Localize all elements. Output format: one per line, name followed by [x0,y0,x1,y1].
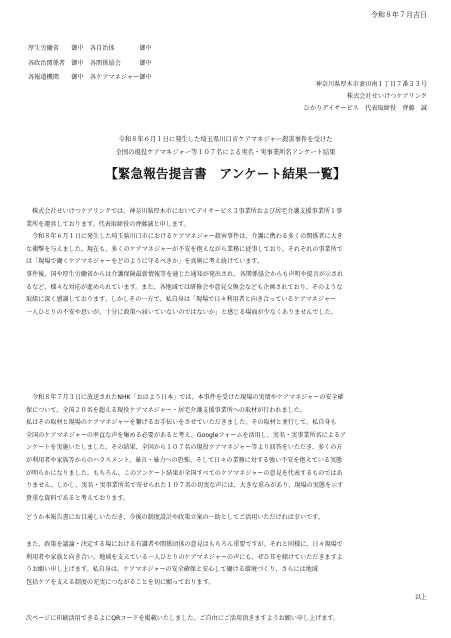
body-line: 全国のケアマネジャーの率直な声を集める必要があると考え、Googleフォームを活用し、実名・実事業所名によるア [26,431,347,439]
body-line: るなど、様々な対応が進められています。また、各地域では研修会や意見交換会なども企画されており、そのような [26,283,343,291]
body-line: 株式会社せいけつケアリンクでは、神奈川県厚木市においてデイサービス３事業所および居宅介護支援事業所１事 [26,208,343,215]
body-line: が利用者や家族等からのハラスメント、暴言・暴力への恐怖、そして日々の業務に対する強い不安を抱えている実態 [26,456,343,464]
sender-company: 株式会社せいけつケアリンク [346,93,427,100]
body-line: 保について、全国２０名を超える現役ケアマネジャー・居宅介護支援事業所への取材が行われました。 [26,406,306,414]
body-line: 業所を運営しております。代表取締役の齊藤誠と申します。 [26,220,190,228]
paragraph-introduction [26,206,426,319]
body-line: また、政策を議論・決定する場における有識者や関係団体の意見はもちろん重要ですが、それと同様に、日々現場で [26,541,343,548]
recipient-line: 各報道機関 御中 各ケアマネジャー御中 [28,74,152,81]
sender-block [304,79,427,115]
subtitle-line: 令和８年６月１日に発生した埼玉県川口市ケアマネジャー殺害事件を受けた [118,136,333,143]
recipient-line: 各政治関係者 御中 各関係協会 御中 [28,59,152,67]
body-line: ンケートを実施いたしました。その結果、全国から１０７名の現役ケアマネジャー等より回答をいただき、多くの方 [26,444,343,452]
body-line: は「現場で働くケアマネジャーをどのように守るべきか」を真剣に考え続けています。 [26,258,264,266]
body-line: 私はその取材と現場のケアマネジャーを繋げるお手伝いをさせていただきました。その取材と並行して、私自身も [26,419,337,427]
sender-representative: ひかりデイサービス 代表取締役 齊藤 誠 [303,105,427,112]
paragraph-request [26,512,426,525]
body-line: 利用者や家族と向き合い、地域を支えている一人ひとりのケアマネジャーの声にも、ぜひ耳を傾けていただきますよ [26,553,343,561]
recipient-line: 厚生労働省 御中 各自治体 御中 [28,45,152,52]
closing-mark: 以上 [414,594,427,601]
body-line: 貴重な資料であると考えております。 [26,494,130,502]
body-line: 取組に深く感謝しております。しかしその一方で、私自身は「現場で日々利用者と向き合っているケアマネジャー [26,296,337,304]
document-subtitle [0,133,451,159]
recipient-list [28,42,152,86]
body-line: 包括ケアを支える制度の充実につながることを切に願っております。 [26,578,215,586]
body-line: な衝撃を与えました。現在も、多くのケアマネジャーが不安を抱えながら業務に従事しており、それぞれの事業所で [26,245,343,253]
sender-address: 神奈川県厚木市妻田南１丁目７番３３号 [315,81,427,88]
body-line: 一人ひとりの不安や思いが、十分に政策へ届いていないのではないか」と感じる場面が少なくありませんでした。 [26,308,337,316]
body-line: うお願い申し上げます。私自身は、ケアマネジャーの安全確保と安心して働ける環境づくり、さらには地域 [26,566,318,574]
footer-note: 次ページに印刷活用できるよにQRコードを掲載いたしました。ご自由にご活用頂きますようお願い申し上げます。 [26,615,340,622]
document-title: 【緊急報告提言書 アンケート結果一覧】 [105,166,346,181]
body-line: 事件後、国や厚生労働省からは介護保険最新情報等を通じた通知が発出され、各関係協会からも声明や提言が示され [26,270,344,278]
document-date: 令和８年７月吉日 [371,11,427,19]
paragraph-closing-remarks [26,539,426,589]
paragraph-survey [26,392,426,505]
body-line: りません。しかし、実名・実事業所名で寄せられた１０７名の切実な声には、大きな重みがあり、現場の実態を示す [26,482,344,490]
body-line: どうか本報告書にお目通しいただき、今後の制度設計や政策立案の一助としてご活用いただければ幸いです。 [26,514,324,521]
body-line: 令和８年６月１日に発生した埼玉県川口市におけるケアマネジャー殺害事件は、介護に携わる多くの関係者に大き [26,233,343,241]
body-line: が明らかになりました。もちろん、このアンケート結果が全国すべてのケアマネジャーの意見を代表するものではあ [26,469,343,477]
subtitle-line: 全国の現役ケアマネジャー等１０７名による実名・実事業所名アンケート結果 [115,149,336,156]
body-line: 令和８年７月３日に放送されたNHK「おはよう日本」では、本事件を受けた現場の実情やケアマネジャーの安全確 [26,394,344,401]
